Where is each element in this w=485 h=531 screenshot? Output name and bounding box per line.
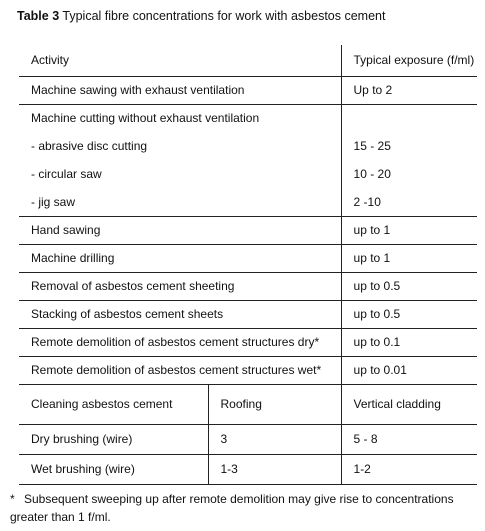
roofing-cell: 3 [208, 424, 341, 454]
cleaning-activity-cell: Wet brushing (wire) [19, 454, 208, 484]
exposure-cell: up to 0.5 [341, 300, 477, 328]
table-row [19, 188, 477, 216]
table-row [19, 104, 477, 132]
activity-cell: Machine cutting without exhaust ventilation [19, 104, 341, 132]
fibre-concentration-table [19, 45, 477, 485]
vertical-cell: 1-2 [341, 454, 477, 484]
table-row [19, 454, 477, 484]
footnote-mark: * [10, 492, 15, 506]
activity-cell: Remote demolition of asbestos cement structures wet* [19, 356, 341, 384]
activity-cell: - abrasive disc cutting [19, 132, 341, 160]
table-row [19, 272, 477, 300]
cleaning-activity-cell: Dry brushing (wire) [19, 424, 208, 454]
exposure-cell: 10 - 20 [353, 167, 391, 181]
footnote-text: Subsequent sweeping up after remote demolition may give rise to concentrations greater than 1 f/ml. [10, 492, 454, 524]
header-activity: Activity [19, 45, 341, 76]
footnote [10, 490, 480, 526]
roofing-cell: 1-3 [208, 454, 341, 484]
exposure-cell: up to 0.1 [341, 328, 477, 356]
activity-cell: Stacking of asbestos cement sheets [19, 300, 341, 328]
caption-text: Typical fibre concentrations for work with asbestos cement [62, 9, 386, 23]
activity-cell: Removal of asbestos cement sheeting [19, 272, 341, 300]
table-row [19, 160, 477, 188]
table-row [19, 132, 477, 160]
activity-cell: - circular saw [19, 160, 341, 188]
exposure-cell [341, 104, 477, 132]
exposure-cell: up to 0.01 [341, 356, 477, 384]
cleaning-header-activity: Cleaning asbestos cement [19, 384, 208, 424]
activity-cell: Remote demolition of asbestos cement structures dry* [19, 328, 341, 356]
table-row [19, 216, 477, 244]
table-row [19, 424, 477, 454]
activity-cell: - jig saw [19, 188, 341, 216]
exposure-cell: up to 0.5 [341, 272, 477, 300]
table-caption [17, 9, 385, 23]
cleaning-header-row [19, 384, 477, 424]
exposure-cell: Up to 2 [341, 76, 477, 104]
table-header-row [19, 45, 477, 76]
caption-label: Table 3 [17, 9, 60, 23]
table-row [19, 300, 477, 328]
exposure-cell: 2 -10 [341, 188, 477, 216]
header-exposure: Typical exposure (f/ml) [341, 45, 477, 76]
activity-cell: Machine sawing with exhaust ventilation [19, 76, 341, 104]
table-row [19, 328, 477, 356]
exposure-cell: up to 1 [341, 244, 477, 272]
activity-cell: Machine drilling [19, 244, 341, 272]
exposure-cell: up to 1 [341, 216, 477, 244]
exposure-cell: 15 - 25 [353, 139, 391, 153]
cleaning-header-vertical: Vertical cladding [341, 384, 477, 424]
table-row [19, 244, 477, 272]
cleaning-header-roofing: Roofing [208, 384, 341, 424]
table-row [19, 76, 477, 104]
activity-cell: Hand sawing [19, 216, 341, 244]
table-row [19, 356, 477, 384]
vertical-cell: 5 - 8 [341, 424, 477, 454]
